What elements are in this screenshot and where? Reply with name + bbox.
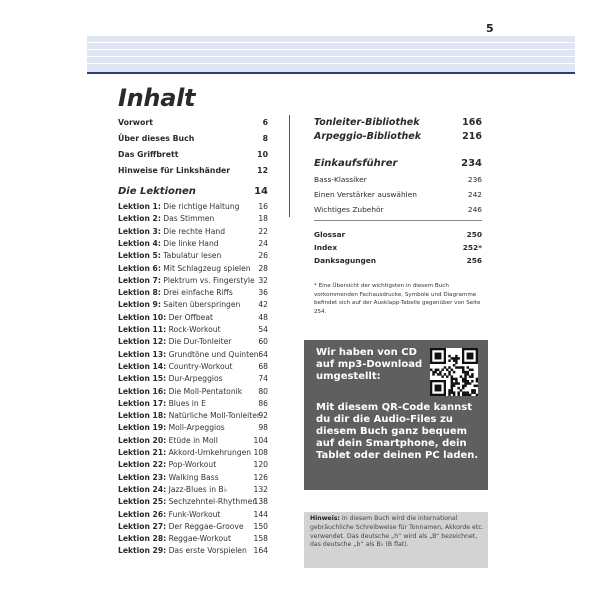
buyers-guide-entry[interactable] [314, 205, 482, 214]
lesson-number: Lektion 2: [118, 214, 161, 224]
lesson-page: 24 [258, 238, 268, 248]
lesson-page: 92 [258, 411, 268, 421]
lesson-page: 104 [253, 435, 268, 445]
lesson-entry[interactable] [118, 399, 268, 408]
lesson-number: Lektion 11: [118, 325, 167, 334]
lesson-entry[interactable] [118, 522, 268, 531]
lesson-title: Das erste Vorspielen [168, 546, 247, 556]
lesson-page: 138 [253, 497, 268, 507]
lesson-number: Lektion 6: [118, 263, 161, 273]
entry-title: Danksagungen [314, 256, 377, 265]
lesson-number: Lektion 15: [118, 374, 167, 384]
entry-title: Bass-Klassiker [314, 175, 367, 184]
lesson-page: 150 [253, 521, 268, 531]
lesson-number: Lektion 18: [118, 411, 167, 421]
lesson-page: 64 [258, 349, 268, 359]
lesson-entry[interactable] [118, 276, 268, 285]
lesson-page: 144 [253, 509, 268, 519]
lesson-entry[interactable] [118, 485, 268, 494]
entry-page: 256 [466, 256, 482, 265]
lesson-page: 98 [258, 423, 268, 433]
lesson-title: Drei einfache Riffs [163, 288, 233, 298]
lesson-title: Funk-Workout [168, 509, 221, 519]
lesson-entry[interactable] [118, 448, 268, 457]
lesson-number: Lektion 22: [118, 460, 167, 470]
lesson-title: Blues in E [168, 398, 206, 408]
toc-entry-title: Das Griffbrett [118, 150, 179, 159]
lesson-title: Die Dur-Tonleiter [168, 337, 232, 347]
lesson-page: 74 [258, 374, 268, 384]
lesson-entry[interactable] [118, 313, 268, 322]
lesson-number: Lektion 12: [118, 337, 167, 347]
lesson-title: Walking Bass [168, 472, 219, 482]
section-heading-title: Die Lektionen [118, 186, 196, 197]
lesson-number: Lektion 14: [118, 361, 167, 371]
back-matter-entry[interactable] [314, 256, 482, 265]
footnote: * Eine Übersicht der wichtigsten in diesem Buch vorkommenden Fachausdrucke, Symbole und Diagramme befindet sich auf der Ausklapp-Tabelle gegenüber von Seite 254. [314, 283, 481, 315]
lesson-page: 164 [253, 546, 268, 556]
qr-box-heading: Wir haben von CD auf mp3-Download umgestellt: [316, 347, 423, 382]
back-matter-entry[interactable] [314, 243, 482, 252]
header-band [87, 36, 575, 72]
toc-entry[interactable] [118, 134, 268, 143]
lesson-entry[interactable] [118, 473, 268, 482]
entry-title: Einen Verstärker auswählen [314, 190, 417, 199]
lesson-entry[interactable] [118, 362, 268, 371]
hint-text [310, 515, 486, 550]
section-divider [314, 220, 482, 221]
lesson-number: Lektion 3: [118, 226, 161, 236]
lesson-entry[interactable] [118, 239, 268, 248]
lesson-number: Lektion 13: [118, 349, 167, 359]
lesson-page: 18 [258, 214, 268, 224]
toc-entry[interactable] [118, 118, 268, 127]
lesson-entry[interactable] [118, 411, 268, 420]
lesson-title: Plektrum vs. Fingerstyle [163, 275, 255, 285]
qr-code-icon[interactable] [430, 348, 478, 396]
section-heading-page: 234 [461, 158, 482, 169]
hint-body: In diesem Buch wird die international gebräuchliche Schreibweise für Tonnamen, Akkorde etc. verwendet. Das deutsche „h“ wird als „B“ bezeichnet, das deutsche „b“ als B♭ (B flat). [310, 515, 484, 549]
lesson-title: Die Moll-Pentatonik [168, 386, 243, 396]
lesson-page: 80 [258, 386, 268, 396]
lesson-page: 120 [253, 460, 268, 470]
lesson-number: Lektion 4: [118, 238, 161, 248]
lesson-number: Lektion 28: [118, 534, 167, 544]
lesson-entry[interactable] [118, 350, 268, 359]
entry-page: 246 [467, 205, 482, 214]
lesson-number: Lektion 1: [118, 202, 161, 211]
toc-entry[interactable] [118, 166, 268, 175]
lesson-number: Lektion 8: [118, 288, 161, 298]
lesson-page: 36 [258, 288, 268, 298]
lesson-page: 86 [258, 398, 268, 408]
lesson-title: Die richtige Haltung [163, 202, 240, 211]
lesson-entry[interactable] [118, 546, 268, 555]
toc-entry[interactable] [118, 150, 268, 159]
lesson-entry[interactable] [118, 202, 268, 211]
toc-entry-page: 6 [262, 118, 268, 127]
entry-page: 242 [467, 190, 482, 199]
toc-entry-page: 12 [257, 166, 268, 175]
lesson-title: Dur-Arpeggios [168, 374, 223, 384]
lesson-title: Jazz-Blues in B♭ [168, 484, 228, 494]
entry-page: 250 [466, 230, 482, 239]
toc-entry-page: 8 [262, 134, 268, 143]
lesson-title: Reggae-Workout [168, 534, 231, 544]
qr-box-body: Mit diesem QR-Code kannst du dir die Audio-Files zu diesem Buch ganz bequem auf dein Smartphone, dein Tablet oder deinen PC laden. [316, 402, 479, 461]
buyers-guide-entry[interactable] [314, 175, 482, 184]
lesson-title: Natürliche Moll-Tonleiter [168, 411, 261, 421]
lesson-page: 158 [253, 534, 268, 544]
lesson-entry[interactable] [118, 288, 268, 297]
lesson-entry[interactable] [118, 460, 268, 469]
lesson-entry[interactable] [118, 534, 268, 543]
lesson-title: Rock-Workout [168, 325, 221, 334]
library-entry[interactable] [314, 117, 482, 128]
lesson-number: Lektion 10: [118, 312, 167, 322]
lesson-entry[interactable] [118, 374, 268, 383]
entry-page: 252* [462, 243, 482, 252]
lesson-number: Lektion 17: [118, 398, 167, 408]
lesson-page: 26 [258, 251, 268, 261]
lesson-title: Der Reggae-Groove [168, 521, 244, 531]
entry-title: Wichtiges Zubehör [314, 205, 384, 214]
lesson-page: 42 [258, 300, 268, 310]
lesson-title: Grundtöne und Quinten [168, 349, 259, 359]
lesson-page: 132 [253, 484, 268, 494]
lesson-number: Lektion 26: [118, 509, 167, 519]
lesson-entry[interactable] [118, 337, 268, 346]
lesson-number: Lektion 23: [118, 472, 167, 482]
lesson-number: Lektion 20: [118, 435, 167, 445]
lesson-title: Pop-Workout [168, 460, 217, 470]
hint-box [304, 512, 488, 568]
lesson-title: Akkord-Umkehrungen [168, 448, 252, 457]
hint-label: Hinweis: [310, 515, 340, 522]
lesson-number: Lektion 9: [118, 300, 161, 310]
lesson-page: 60 [258, 337, 268, 347]
lesson-title: Das Stimmen [163, 214, 215, 224]
lesson-entry[interactable] [118, 387, 268, 396]
lesson-title: Mit Schlagzeug spielen [163, 263, 251, 273]
lesson-page: 48 [258, 312, 268, 322]
lesson-number: Lektion 5: [118, 251, 161, 261]
page-title: Inhalt [118, 84, 196, 112]
library-title: Arpeggio-Bibliothek [314, 131, 422, 142]
entry-title: Glossar [314, 230, 346, 239]
lesson-entry[interactable] [118, 214, 268, 223]
column-divider [289, 115, 290, 217]
lesson-entry[interactable] [118, 497, 268, 506]
lesson-entry[interactable] [118, 325, 268, 334]
qr-download-box [304, 340, 488, 490]
section-heading-einkaufsfuehrer [314, 158, 482, 169]
page-number: 5 [486, 22, 494, 35]
lesson-page: 108 [253, 448, 268, 457]
lesson-title: Saiten überspringen [163, 300, 241, 310]
buyers-guide-entry[interactable] [314, 190, 482, 199]
lesson-title: Tabulatur lesen [163, 251, 222, 261]
lesson-number: Lektion 24: [118, 484, 167, 494]
lesson-number: Lektion 25: [118, 497, 167, 507]
toc-entry-title: Über dieses Buch [118, 134, 195, 143]
library-page: 216 [462, 131, 482, 142]
lesson-number: Lektion 21: [118, 448, 167, 457]
lesson-entry[interactable] [118, 436, 268, 445]
lesson-title: Country-Workout [168, 361, 233, 371]
lesson-page: 54 [258, 325, 268, 334]
section-heading-title: Einkaufsführer [314, 158, 398, 169]
library-title: Tonleiter-Bibliothek [314, 117, 420, 128]
lesson-entry[interactable] [118, 264, 268, 273]
lesson-page: 28 [258, 263, 268, 273]
lesson-number: Lektion 7: [118, 275, 161, 285]
lesson-title: Sechzehntel-Rhythmen [168, 497, 258, 507]
lesson-entry[interactable] [118, 300, 268, 309]
lesson-number: Lektion 27: [118, 521, 167, 531]
lesson-title: Etüde in Moll [168, 435, 218, 445]
lesson-number: Lektion 19: [118, 423, 167, 433]
toc-entry-page: 10 [257, 150, 268, 159]
entry-page: 236 [467, 175, 482, 184]
lesson-entry[interactable] [118, 510, 268, 519]
lesson-title: Moll-Arpeggios [168, 423, 225, 433]
toc-entry-title: Vorwort [118, 118, 153, 127]
toc-entry-title: Hinweise für Linkshänder [118, 166, 231, 175]
lesson-entry[interactable] [118, 423, 268, 432]
lesson-entry[interactable] [118, 251, 268, 260]
lesson-page: 22 [258, 226, 268, 236]
lesson-page: 68 [258, 361, 268, 371]
lesson-title: Der Offbeat [168, 312, 213, 322]
lesson-page: 32 [258, 275, 268, 285]
lesson-number: Lektion 29: [118, 546, 167, 556]
lesson-title: Die rechte Hand [163, 226, 226, 236]
back-matter-entry[interactable] [314, 230, 482, 239]
section-heading-page: 14 [254, 186, 268, 197]
lesson-title: Die linke Hand [163, 238, 219, 248]
section-heading-lektionen [118, 186, 268, 197]
lesson-page: 16 [258, 202, 268, 211]
library-page: 166 [462, 117, 482, 128]
lesson-entry[interactable] [118, 227, 268, 236]
library-entry[interactable] [314, 131, 482, 142]
header-rule [87, 72, 575, 74]
lesson-number: Lektion 16: [118, 386, 167, 396]
lesson-page: 126 [253, 472, 268, 482]
entry-title: Index [314, 243, 338, 252]
